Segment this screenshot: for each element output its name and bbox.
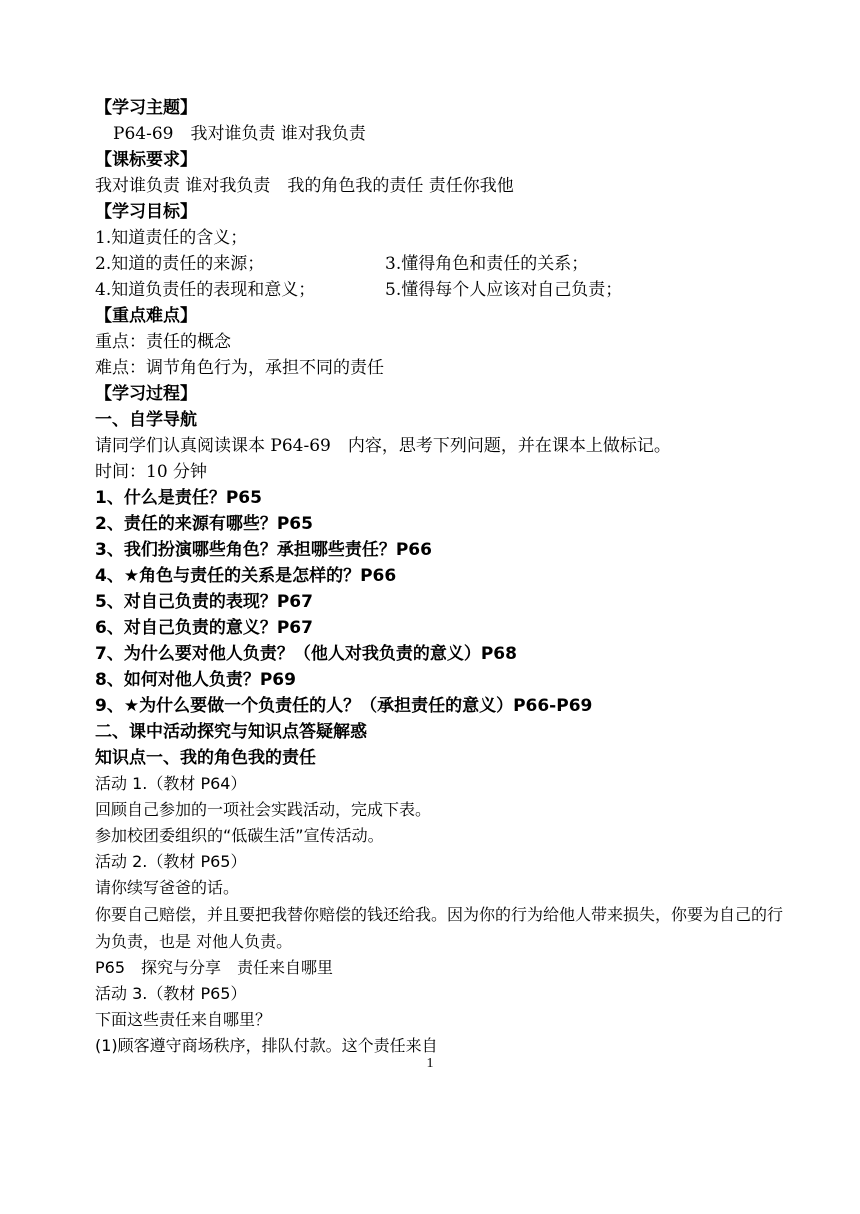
heading-learning-process: 【学习过程】	[95, 384, 197, 404]
goal-item: 2.知道的责任的来源；	[95, 254, 265, 274]
curriculum-standard-text: 我对谁负责 谁对我负责 我的角色我的责任 责任你我他	[95, 176, 514, 196]
activity-2-title: 活动 2.（教材 P65）	[95, 852, 247, 871]
activity-3-text: 下面这些责任来自哪里？	[95, 1010, 272, 1029]
page-number: 1	[426, 1056, 434, 1071]
question-item: 7、为什么要对他人负责？（他人对我负责的意义）P68	[95, 644, 517, 664]
question-item: 6、对自己负责的意义？P67	[95, 618, 313, 638]
knowledge-point-title: 知识点一、我的角色我的责任	[95, 748, 316, 768]
activity-1-text: 回顾自己参加的一项社会实践活动，完成下表。	[95, 800, 432, 819]
question-item: 3、我们扮演哪些角色？承担哪些责任？P66	[95, 540, 432, 560]
goal-item: 4.知道负责任的表现和意义；	[95, 280, 316, 300]
document-body	[95, 95, 785, 1059]
question-item: 2、责任的来源有哪些？P65	[95, 514, 313, 534]
heading-learning-goals: 【学习目标】	[95, 202, 197, 222]
study-theme-text: P64-69 我对谁负责 谁对我负责	[113, 124, 366, 144]
explore-share-title: P65 探究与分享 责任来自哪里	[95, 958, 334, 977]
heading-study-theme: 【学习主题】	[95, 98, 197, 118]
question-item: 8、如何对他人负责？P69	[95, 670, 296, 690]
key-point-text: 重点：责任的概念	[95, 332, 231, 352]
goal-row	[95, 251, 785, 277]
goal-item: 1.知道责任的含义；	[95, 228, 248, 248]
activity-3-title: 活动 3.（教材 P65）	[95, 984, 247, 1003]
question-item: 1、什么是责任？P65	[95, 488, 262, 508]
heading-curriculum-standard: 【课标要求】	[95, 150, 197, 170]
goal-row	[95, 277, 785, 303]
self-study-intro: 请同学们认真阅读课本 P64-69 内容，思考下列问题，并在课本上做标记。	[95, 436, 671, 456]
goal-item: 5.懂得每个人应该对自己负责；	[385, 280, 623, 300]
self-study-time: 时间：10 分钟	[95, 462, 208, 482]
question-item: 5、对自己负责的表现？P67	[95, 592, 313, 612]
question-item: 9、★为什么要做一个负责任的人？（承担责任的意义）P66-P69	[95, 696, 593, 716]
goal-item: 3.懂得角色和责任的关系；	[385, 254, 589, 274]
question-item: 4、★角色与责任的关系是怎样的？P66	[95, 566, 397, 586]
section-self-study-title: 一、自学导航	[95, 410, 197, 430]
activity-2-text: 请你续写爸爸的话。	[95, 878, 240, 897]
difficult-point-text: 难点：调节角色行为，承担不同的责任	[95, 358, 384, 378]
activity-1-title: 活动 1.（教材 P64）	[95, 774, 247, 793]
activity-1-answer: 参加校团委组织的“低碳生活”宣传活动。	[95, 826, 384, 845]
activity-2-answer: 你要自己赔偿，并且要把我替你赔偿的钱还给我。因为你的行为给他人带来损失，你要为自己的行为负责，也是 对他人负责。	[95, 905, 784, 951]
activity-3-question: (1)顾客遵守商场秩序，排队付款。这个责任来自	[95, 1036, 438, 1055]
heading-key-difficult: 【重点难点】	[95, 306, 197, 326]
section-activity-title: 二、课中活动探究与知识点答疑解惑	[95, 722, 367, 742]
